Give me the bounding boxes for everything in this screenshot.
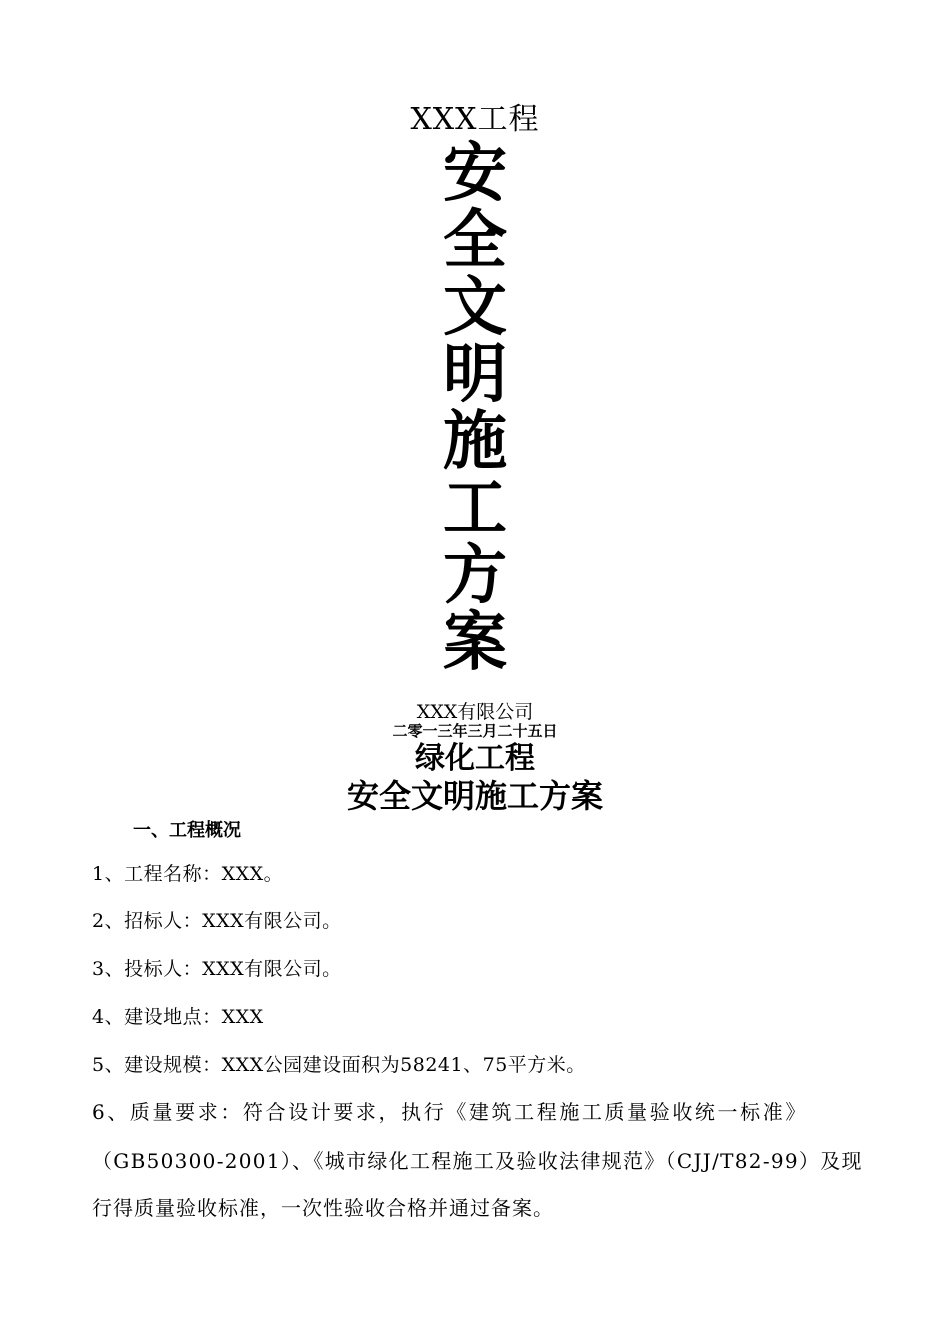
cover-project-name: XXX工程 xyxy=(410,102,540,137)
project-item-quality-line: 6、质量要求：符合设计要求，执行《建筑工程施工质量验收统一标准》 xyxy=(92,1100,808,1124)
title-char: 施 xyxy=(443,404,507,479)
document-heading-line-1: 绿化工程 xyxy=(415,741,535,776)
cover-date: 二零一三年三月二十五日 xyxy=(392,722,558,740)
title-char: 全 xyxy=(443,203,507,278)
project-item-tenderer: 2、招标人：XXX有限公司。 xyxy=(92,910,342,932)
project-item-scale: 5、建设规模：XXX公园建设面积为58241、75平方米。 xyxy=(92,1054,586,1076)
title-char: 安 xyxy=(443,136,507,211)
title-char: 案 xyxy=(443,605,507,680)
title-char: 工 xyxy=(443,471,507,546)
title-char: 明 xyxy=(443,337,507,412)
project-item-quality-line: 行得质量验收标准，一次性验收合格并通过备案。 xyxy=(92,1196,554,1220)
title-char: 方 xyxy=(443,538,507,613)
project-item-name: 1、工程名称：XXX。 xyxy=(92,863,284,885)
project-item-location: 4、建设地点：XXX xyxy=(92,1006,264,1028)
cover-company-name: XXX有限公司 xyxy=(416,701,534,723)
document-heading-line-2: 安全文明施工方案 xyxy=(346,777,603,815)
project-item-quality-line: （GB50300-2001）、《城市绿化工程施工及验收法律规范》（CJJ/T82-99）及现 xyxy=(92,1149,863,1173)
section-heading: 一、工程概况 xyxy=(133,820,241,841)
cover-vertical-title xyxy=(0,136,950,680)
project-item-bidder: 3、投标人：XXX有限公司。 xyxy=(92,958,342,980)
title-char: 文 xyxy=(443,270,507,345)
